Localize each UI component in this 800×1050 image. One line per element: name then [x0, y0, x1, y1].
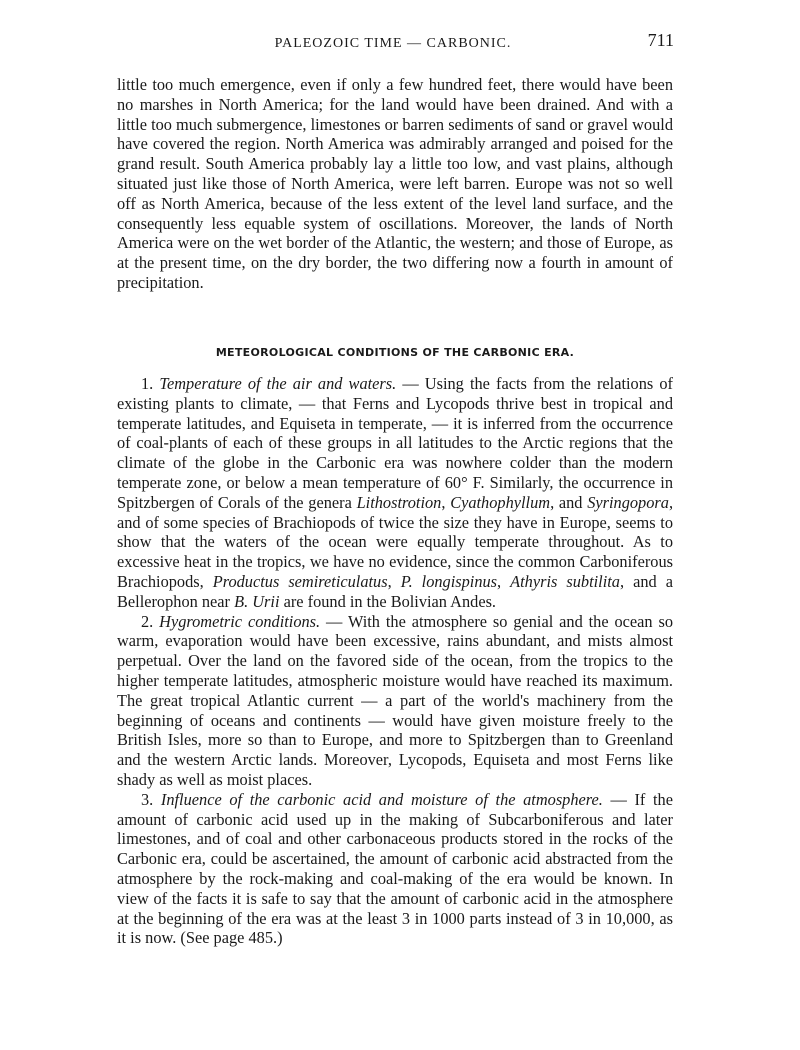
paragraph-text: , and a Bellerophon near — [117, 571, 673, 611]
paragraph-title: Temperature of the air and waters. — [159, 374, 397, 393]
paragraph-hygrometric — [117, 612, 673, 790]
paragraph-temperature — [117, 374, 673, 612]
running-title: PALEOZOIC TIME — CARBONIC. — [274, 36, 512, 51]
species-name: Productus semireticulatus — [212, 571, 388, 591]
genus-name: Syringopora — [587, 492, 669, 512]
paragraph-number: 2. — [141, 611, 154, 631]
section-body — [117, 374, 673, 948]
paragraph-title: Hygrometric conditions. — [159, 611, 321, 631]
species-name: P. longispinus — [400, 571, 498, 591]
paragraph-carbonic-acid — [117, 790, 673, 948]
paragraph-number: 3. — [141, 789, 154, 809]
species-name: B. Urii — [234, 591, 280, 611]
continued-text-block — [117, 75, 673, 293]
paragraph-text: , and of some species of Brachiopods of twice the size they have in Europe, seems to show that the waters of the ocean were equally temperate throughout. As to excessive heat in the tropics, we have no evidence, since the common Carboniferous Brachiopods, — [117, 492, 674, 591]
section-heading: METEOROLOGICAL CONDITIONS OF THE CARBONIC ERA. — [215, 346, 575, 359]
separator: , — [497, 571, 511, 591]
paragraph-title: Influence of the carbonic acid and moisture of the atmosphere. — [160, 789, 603, 809]
genus-name: Cyathophyllum — [450, 492, 551, 512]
page-number: 711 — [647, 30, 674, 50]
paragraph-text: — With the atmosphere so genial and the ocean so warm, evaporation would have been excessive, rains abundant, and mists almost perpetual. Over the land on the favored side of the ocean, from the tropics to the higher temperate latitudes, atmospheric moisture would have reached its maximum. The great tropical Atlantic current — a part of the world's machinery from the beginning of oceans and continents — would have given moisture freely to the British Isles, more so than to Europe, and more to Spitzbergen than to Greenland and the western Arctic lands. Moreover, Lycopods, Equiseta and most Ferns like shady as well as moist places. — [117, 611, 673, 789]
paragraph-text: — If the amount of carbonic acid used up in the making of Subcarboniferous and later limestones, and of coal and other carbonaceous products stored in the rocks of the Carbonic era, could be ascertained, the amount of carbonic acid abstracted from the atmosphere by the rock-making and coal-making of the era would be known. In view of the facts it is safe to say that the amount of carbonic acid in the atmosphere at the beginning of the era was at the least 3 in 1000 parts instead of 3 in 10,000, as it is now. (See page 485.) — [117, 789, 673, 948]
separator: , — [441, 492, 451, 512]
species-name: Athyris subtilita — [510, 571, 620, 591]
genus-name: Lithostrotion — [356, 492, 442, 512]
separator: , — [387, 571, 401, 591]
intro-paragraph: little too much emergence, even if only a few hundred feet, there would have been no marshes in North America; for the land would have been drained. And with a little too much submergence, limestones or barren sediments of sand or gravel would have covered the region. North America was admirably arranged and poised for the grand result. South America probably lay a little too low, and vast plains, although situated just like those of North America, were left barren. Europe was not so well off as North America, because of the less extent of the level land surface, and the consequently less equable system of oscillations. Moreover, the lands of North America were on the wet border of the Atlantic, the western; and those of Europe, as at the present time, on the dry border, the two differing now a fourth in amount of precipitation. — [117, 75, 673, 292]
separator: , and — [550, 492, 588, 512]
paragraph-text: — Using the facts from the relations of existing plants to climate, — that Ferns and Lycopods thrive best in tropical and temperate latitudes, and Equiseta in temperate, — it is inferred from the occurrence of coal-plants of each of these groups in all latitudes to the Arctic regions that the climate of the globe in the Carbonic era was nowhere colder than the modern temperate zone, or below a mean temperature of 60° F. Similarly, the occurrence in Spitzbergen of Corals of the genera — [117, 374, 673, 512]
paragraph-number: 1. — [141, 374, 154, 393]
paragraph-text: are found in the Bolivian Andes. — [279, 591, 497, 611]
